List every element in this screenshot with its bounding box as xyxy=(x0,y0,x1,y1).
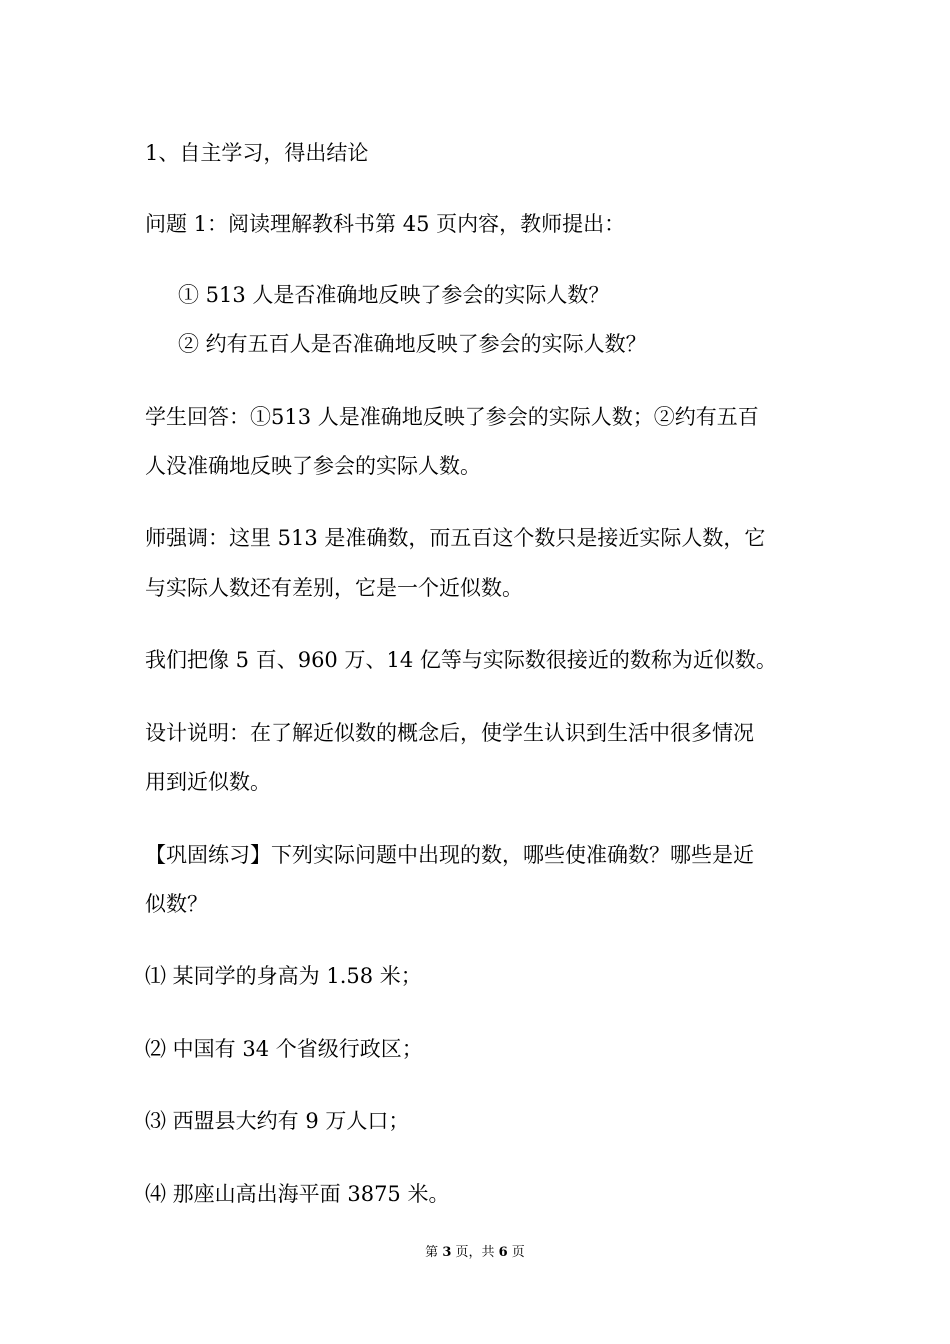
practice-intro-line-2: 似数？ xyxy=(145,892,208,916)
section-heading: 1、自主学习，得出结论 xyxy=(145,141,369,165)
student-answer-line-2: 人没准确地反映了参会的实际人数。 xyxy=(145,454,481,478)
teacher-emphasis-line-1: 师强调：这里 513 是准确数，而五百这个数只是接近实际人数，它 xyxy=(145,526,766,550)
footer-suffix: 页 xyxy=(507,1245,525,1260)
sub-question-2: ② 约有五百人是否准确地反映了参会的实际人数？ xyxy=(178,332,647,356)
page-footer xyxy=(0,1244,950,1262)
practice-item-3: ⑶ 西盟县大约有 9 万人口； xyxy=(145,1109,410,1133)
practice-item-2: ⑵ 中国有 34 个省级行政区； xyxy=(145,1037,423,1061)
footer-prefix: 第 xyxy=(425,1245,443,1260)
sub-question-1: ① 513 人是否准确地反映了参会的实际人数？ xyxy=(178,283,610,307)
student-answer-line-1: 学生回答：①513 人是准确地反映了参会的实际人数；②约有五百 xyxy=(145,405,759,429)
design-note-line-1: 设计说明：在了解近似数的概念后，使学生认识到生活中很多情况 xyxy=(145,721,754,745)
footer-middle: 页，共 xyxy=(451,1245,499,1260)
practice-intro-line-1: 【巩固练习】下列实际问题中出现的数，哪些使准确数？哪些是近 xyxy=(145,843,754,867)
footer-total-pages: 6 xyxy=(498,1245,508,1260)
footer-current-page: 3 xyxy=(442,1245,452,1260)
question-1: 问题 1：阅读理解教科书第 45 页内容，教师提出： xyxy=(145,212,626,236)
teacher-emphasis-line-2: 与实际人数还有差别，它是一个近似数。 xyxy=(145,576,523,600)
definition-paragraph: 我们把像 5 百、960 万、14 亿等与实际数很接近的数称为近似数。 xyxy=(145,648,777,672)
practice-item-1: ⑴ 某同学的身高为 1.58 米； xyxy=(145,964,422,988)
practice-item-4: ⑷ 那座山高出海平面 3875 米。 xyxy=(145,1182,450,1206)
design-note-line-2: 用到近似数。 xyxy=(145,770,271,794)
